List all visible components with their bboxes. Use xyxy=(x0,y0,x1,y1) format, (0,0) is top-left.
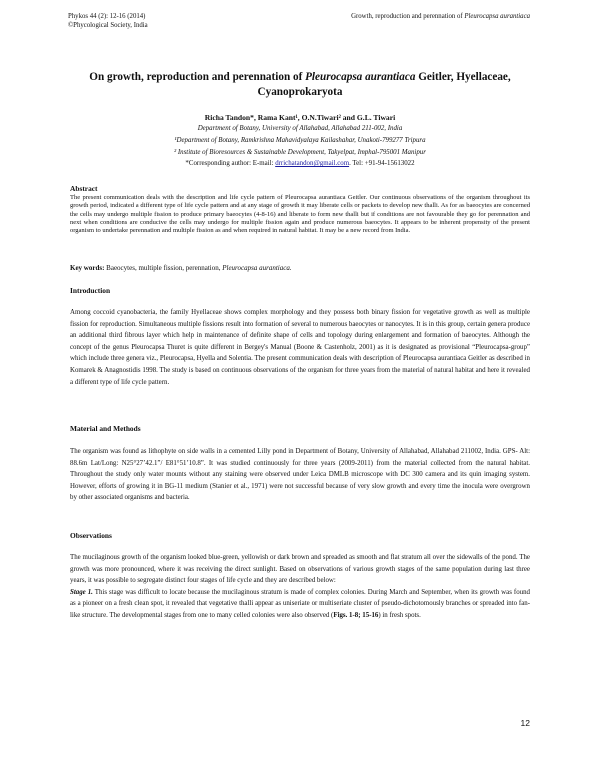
title-prefix: On growth, reproduction and perennation of xyxy=(89,71,306,83)
title-suffix: Geitler, Hyellaceae, xyxy=(415,71,511,83)
affiliation-2: ¹Department of Botany, Ramkrishna Mahavidyalaya Kailashahar, Unakoti-799277 Tripura xyxy=(174,137,426,144)
running-title xyxy=(351,12,530,21)
observations-text xyxy=(70,552,530,622)
title-line2: Cyanoprokaryota xyxy=(257,86,343,98)
title-species: Pleurocapsa aurantiaca xyxy=(305,71,416,83)
correspondence xyxy=(60,160,540,167)
stage-1-label: Stage 1. xyxy=(70,588,93,596)
running-title-prefix: Growth, reproduction and perennation of xyxy=(351,13,465,20)
affiliation-3: ² Institute of Bioresources & Sustainable Development, Takyelpat, Imphal-795001 Manipur xyxy=(174,149,426,156)
abstract-heading: Abstract xyxy=(70,184,98,193)
correspondence-prefix: *Corresponding author: E-mail: xyxy=(185,160,276,167)
keywords xyxy=(70,264,292,272)
keywords-text: Baeocytes, multiple fission, perennation, xyxy=(104,264,223,272)
affiliation-1: Department of Botany, University of Allahabad, Allahabad 211-002, India xyxy=(197,125,403,132)
introduction-text: Among coccoid cyanobacteria, the family Hyellaceae shows complex morphology and they possess both binary fission for vegetative growth as well as multiple fission for reproduction. Simultaneous multiple fissions result into formation of several to numerous baeocytes or nanocytes. It is in this group, certain genera produce an additional third fibrous layer which help in maintenance of definite shape of cells and topology during enlargement and formation of baeocytes. Although the concept of the genus Pleurocapsa Thuret is quite different in Bergey's Manual (Boone & Castenholz, 2001) as it is designated as provisional “Pleurocapsa-group” which include three genera viz., Pleurocapsa, Hyella and Solentia. The present communication deals with description of Pleurocapsa aurantiaca Geitler as described in Komarek & Anagnostidis 1998. The study is based on continuous observations of the organism for three years from the material of natural habitat and here it revealed a different type of life cycle pattern. xyxy=(70,309,530,386)
abstract-text: The present communication deals with the description and life cycle pattern of Pleurocapsa aurantiaca Geitler. Our continuous observations of the organism throughout its growth period, indicated a different type of life cycle pattern and at any stage of growth it may liberate cells or packets to develop new thalli. As for as baeocytes are concerned the cells may undergo multiple fission to produce primary baeocytes (4-8-16) and liberate to form new thalli but if conditions are not favourable they go for perennation and next when conditions are conducive the cells may undergo for multiple fission again and produce numerous baeocytes. It appears to be inherent propensity of the present organism to undertake perennation and multiple fission as and when required in natural habitat. It may be a new record from India. xyxy=(70,194,530,235)
journal-header xyxy=(68,12,148,30)
observations-paragraph: The mucilaginous growth of the organism looked blue-green, yellowish or dark brown and spreaded as smooth and flat stratum all over the sidewalls of the pond. The growth was more pronounced, where it was receiving the direct sunlight. Based on observations of various growth stages of the same population during last three years, it was possible to segregate distinct four stages of life cycle and they are described below: xyxy=(70,554,530,585)
running-title-species: Pleurocapsa aurantiaca xyxy=(464,13,530,20)
paper-title xyxy=(60,70,540,100)
email-link[interactable]: drrichatandon@gmail.com xyxy=(275,160,350,167)
stage-1-figs: Figs. 1-8; 15-16 xyxy=(333,611,379,619)
page-number: 12 xyxy=(520,718,530,728)
society-copyright: ©Phycological Society, India xyxy=(68,22,148,29)
introduction-heading: Introduction xyxy=(70,286,111,295)
keywords-label: Key words: xyxy=(70,264,105,272)
methods-heading: Material and Methods xyxy=(70,424,141,433)
methods-text: The organism was found as lithophyte on side walls in a cemented Lilly pond in Department of Botany, University of Allahabad, Allahabad 211002, India. GPS- Alt: 88.6m Lat/Long: N25°27’42.1”/ E81°51’10.8”. It was studied continuously for three years (2009-2011) from the material collected from the natural habitat. Throughout the study only water mounts without any staining were observed under Leica DMLB microscope with DC 300 camera and its quin imaging system. However, efforts of growing it in BG-11 medium (Stanier et al., 1971) were not successful because of very slow growth and every time the inocula were overgrown by other associated organisms and bacteria. xyxy=(70,448,530,502)
keywords-species: Pleurocapsa aurantiaca. xyxy=(222,264,292,272)
journal-citation: Phykos 44 (2): 12-16 (2014) xyxy=(68,13,146,20)
author-list: Richa Tandon*, Rama Kant¹, O.N.Tiwari² and G.L. Tiwari xyxy=(204,113,396,122)
observations-heading: Observations xyxy=(70,531,112,540)
correspondence-suffix: . Tel: +91-94-15613022 xyxy=(349,160,415,167)
stage-1-text: This stage was difficult to locate because the mucilaginous stratum is made of complex colonies. During March and September, when its growth was found as a pioneer on a fresh clean spot, it revealed that vegetative thalli appear as uniseriate or multiseriate cluster of pseudo-dichotomously branches or spreaded into fan-like structure. The developmental stages from one to many celled colonies were also observed ( xyxy=(70,588,530,619)
stage-1-end: ) in fresh spots. xyxy=(378,611,421,619)
